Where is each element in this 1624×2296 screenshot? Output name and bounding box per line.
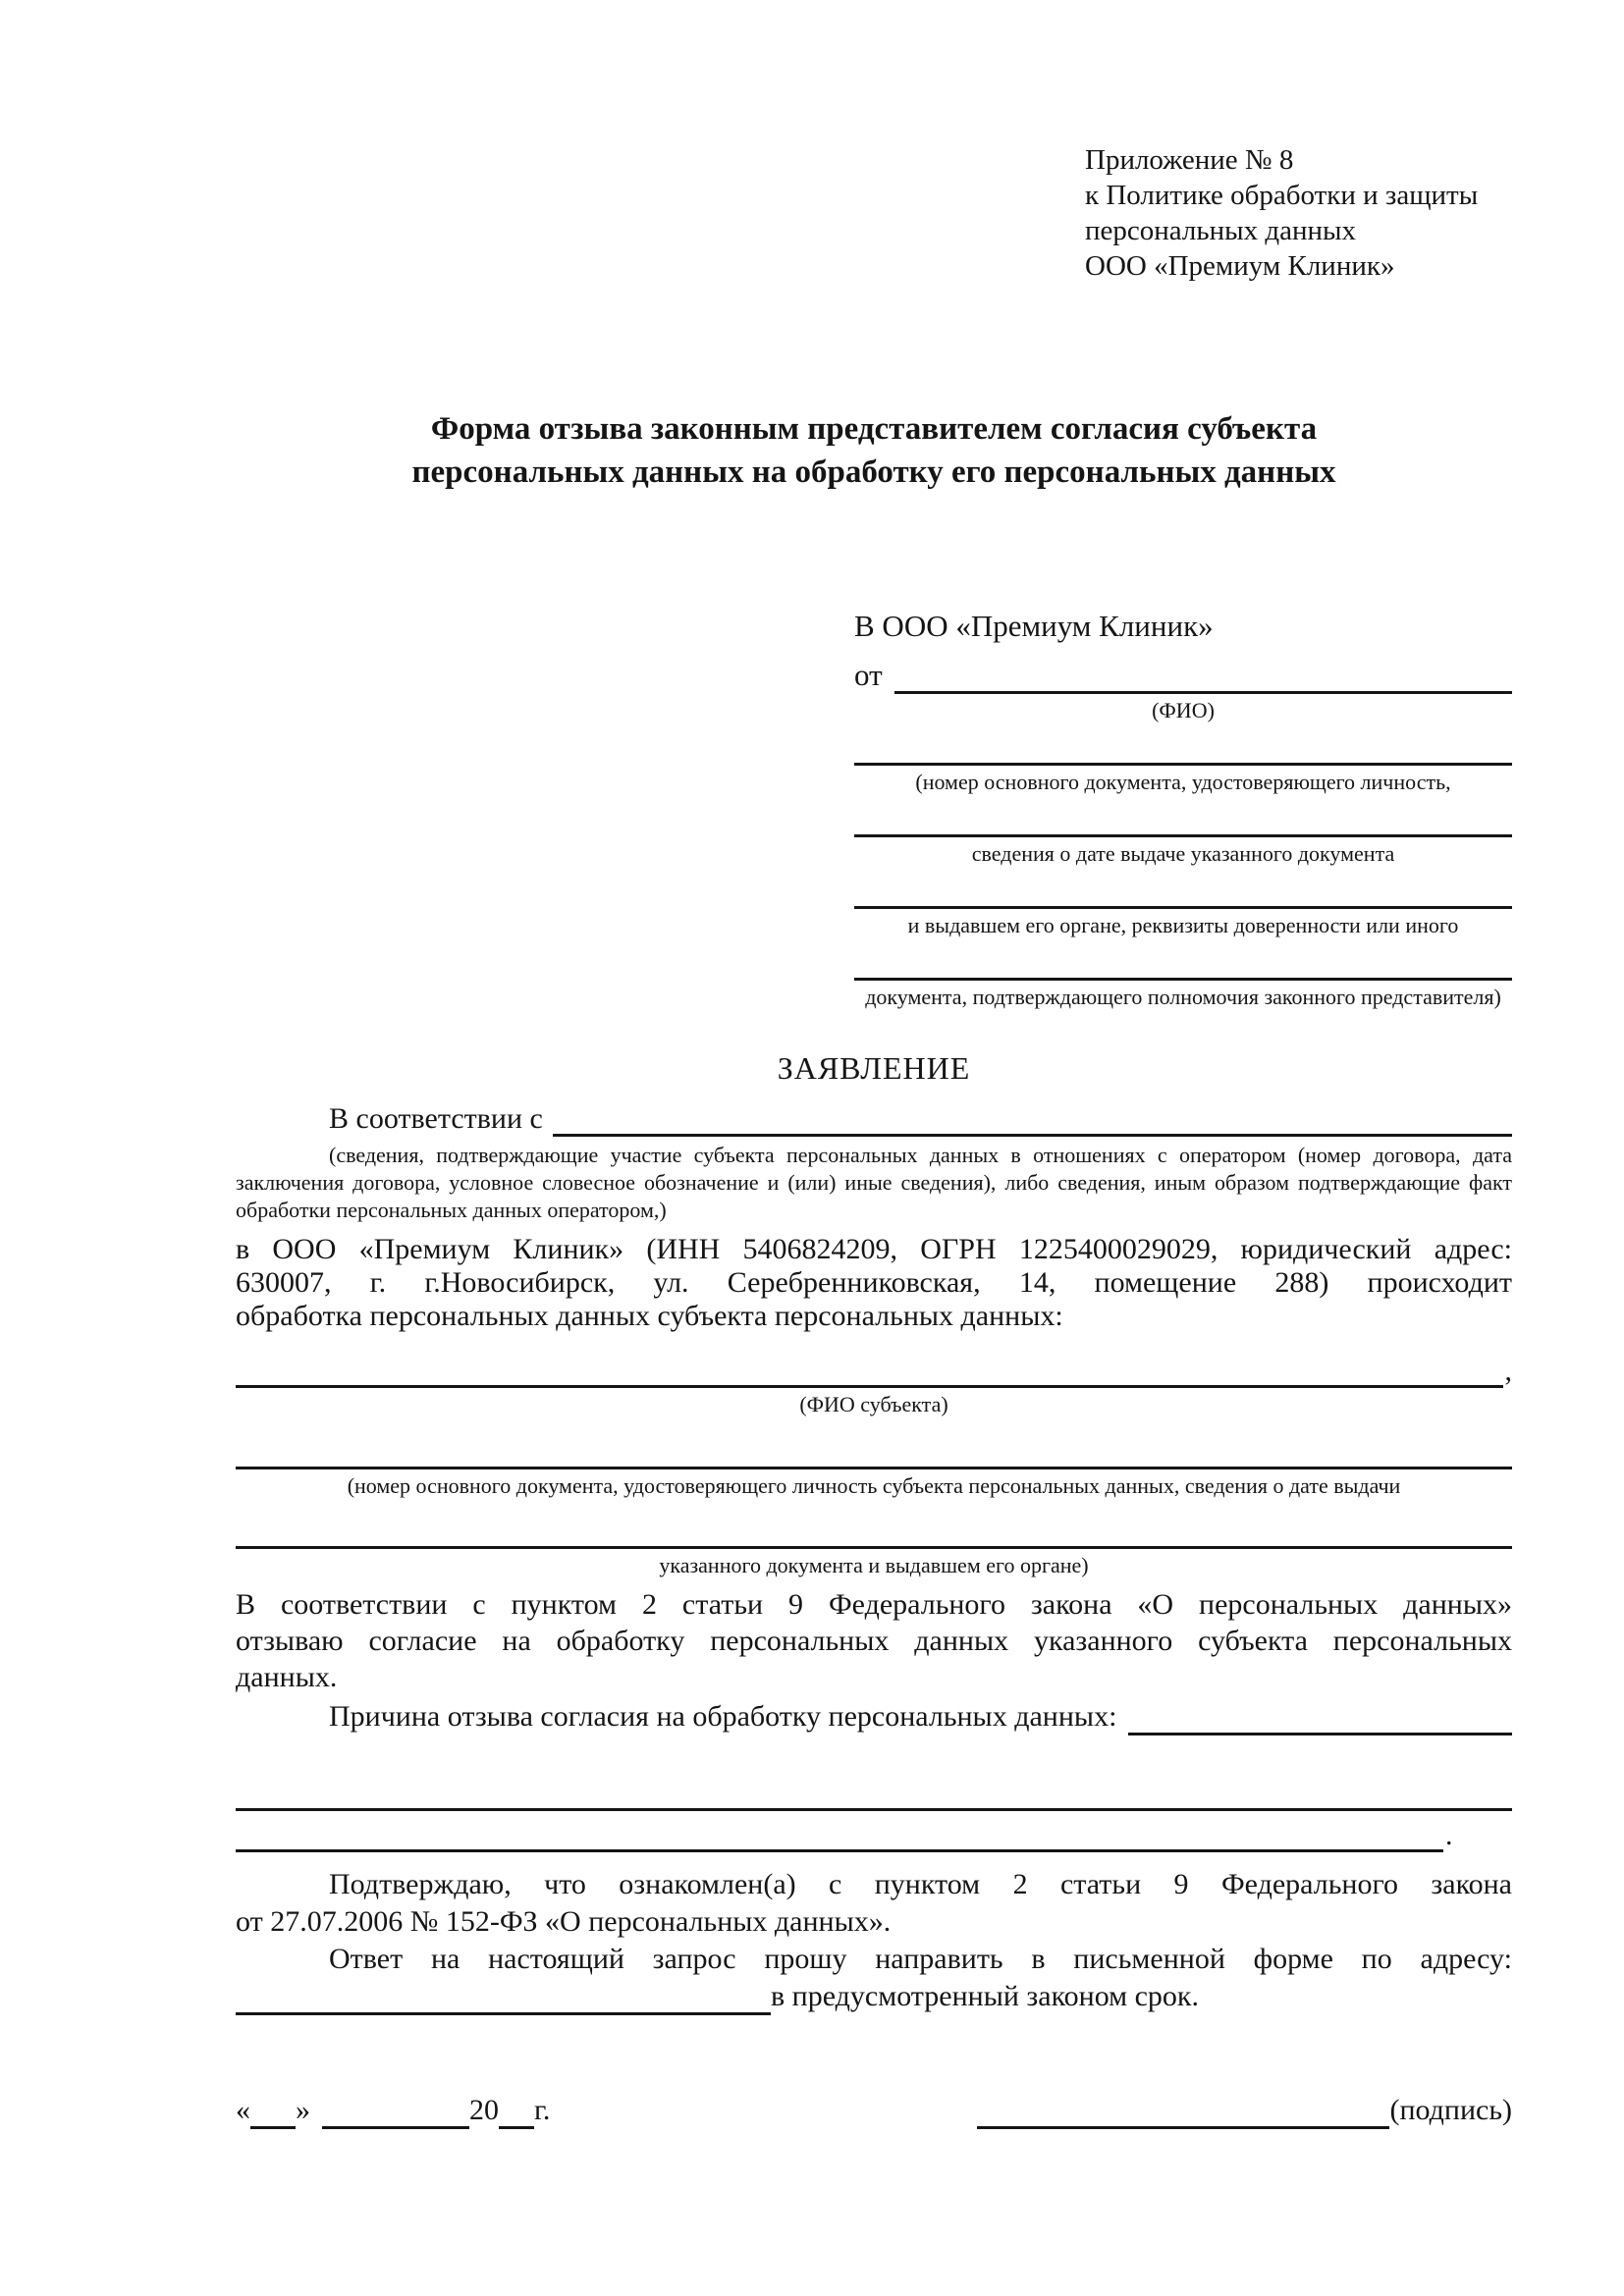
addressee-block <box>854 608 1512 1010</box>
reply-address-row <box>236 1978 1512 2015</box>
reason-row <box>236 1698 1512 1735</box>
reason-fill-in-line-3 <box>236 1816 1443 1852</box>
statement-heading: ЗАЯВЛЕНИЕ <box>777 1050 971 1086</box>
subject-document-fill-in-line <box>236 1433 1512 1469</box>
issuing-authority-caption: и выдавшем его органе, реквизиты доверенности или иного <box>907 913 1459 937</box>
representative-authority-caption: документа, подтверждающего полномочия законного представителя) <box>865 985 1501 1009</box>
document-number-caption: (номер основного документа, удостоверяющего личность, <box>915 770 1451 794</box>
reason-fill-in-line-2 <box>236 1765 1512 1811</box>
day-fill-in-line <box>250 2097 296 2129</box>
confirmation-line: от 27.07.2006 № 152-ФЗ «О персональных данных». <box>236 1905 892 1938</box>
open-quote: « <box>236 2094 250 2126</box>
operator-paragraph <box>236 1233 1512 1333</box>
from-label: от <box>854 658 883 692</box>
operator-line: 630007, г. г.Новосибирск, ул. Серебренниковская, 14, помещение 288) происходит <box>236 1266 1512 1299</box>
explanatory-note <box>236 1142 1512 1224</box>
withdrawal-line: данных. <box>236 1661 338 1693</box>
fio-caption: (ФИО) <box>1152 698 1215 722</box>
appendix-line: Приложение № 8 <box>1085 144 1294 176</box>
issue-date-fill-in-line <box>854 795 1512 837</box>
reason-fill-in-row-3 <box>236 1816 1512 1852</box>
subject-document-fill-in-line-2 <box>236 1513 1512 1549</box>
trailing-period: . <box>1445 1819 1453 1851</box>
withdrawal-line: В соответствии с пунктом 2 статьи 9 Федерального закона «О персональных данных» <box>236 1588 1512 1621</box>
intro-fill-in-line <box>553 1134 1512 1137</box>
year-prefix: 20 <box>469 2094 499 2126</box>
document-number-fill-in-line <box>854 723 1512 766</box>
withdrawal-paragraph <box>236 1586 1512 1695</box>
issuing-authority-fill-in-line <box>854 867 1512 909</box>
appendix-line: к Политике обработки и защиты <box>1085 180 1479 211</box>
note-line: заключения договора, условное словесное обозначение и (или) иные сведения), либо сведения, иным образом подтверждающие факт <box>236 1170 1512 1195</box>
title-line: Форма отзыва законным представителем согласия субъекта <box>430 411 1318 447</box>
reply-line: Ответ на настоящий запрос прошу направить в письменной форме по адресу: <box>329 1943 1512 1975</box>
from-row <box>854 657 1512 694</box>
appendix-header <box>1085 142 1512 284</box>
confirmation-paragraph <box>236 1866 1512 1941</box>
operator-line: в ООО «Премиум Клиник» (ИНН 5406824209, ОГРН 1225400029029, юридический адрес: <box>236 1233 1512 1265</box>
year-fill-in-line <box>499 2097 534 2129</box>
signature-part <box>977 2092 1512 2129</box>
intro-row <box>236 1100 1512 1137</box>
date-part <box>236 2092 550 2129</box>
reply-paragraph <box>236 1941 1512 2015</box>
signature-fill-in-line <box>977 2095 1389 2129</box>
intro-label: В соответствии с <box>329 1102 543 1135</box>
representative-authority-fill-in-line <box>854 938 1512 981</box>
addressee-organization: В ООО «Премиум Клиник» <box>854 609 1214 643</box>
subject-fio-fill-in-line <box>236 1385 1503 1388</box>
subject-fio-row <box>236 1355 1512 1388</box>
appendix-line: персональных данных <box>1085 215 1357 246</box>
subject-fio-caption: (ФИО субъекта) <box>799 1392 948 1416</box>
trailing-comma: , <box>1504 1355 1512 1387</box>
title-line: персональных данных на обработку его персональных данных <box>411 454 1336 490</box>
issue-date-caption: сведения о дате выдаче указанного документа <box>971 841 1395 866</box>
subject-document-caption: (номер основного документа, удостоверяющего личность субъекта персональных данных, сведения о дате выдачи <box>347 1473 1401 1498</box>
note-line: (сведения, подтверждающие участие субъекта персональных данных в отношениях с оператором (номер договора, дата <box>329 1143 1512 1167</box>
year-suffix: г. <box>534 2094 551 2126</box>
close-quote: » <box>296 2094 310 2126</box>
reply-line-suffix: в предусмотренный законом срок. <box>771 1980 1199 2012</box>
document-title <box>236 407 1512 494</box>
note-line: обработки персональных данных оператором,) <box>236 1198 667 1222</box>
month-fill-in-line <box>322 2097 469 2129</box>
appendix-line: ООО «Премиум Клиник» <box>1085 250 1395 282</box>
reply-address-fill-in-line <box>236 1981 771 2015</box>
operator-line: обработка персональных данных субъекта персональных данных: <box>236 1300 1063 1332</box>
subject-document-caption-2: указанного документа и выдавшем его органе) <box>659 1553 1089 1577</box>
from-fill-in-line <box>894 691 1512 694</box>
signature-caption: (подпись) <box>1389 2094 1512 2126</box>
reason-fill-in-line <box>1128 1733 1512 1735</box>
reason-label: Причина отзыва согласия на обработку персональных данных: <box>329 1700 1117 1733</box>
withdrawal-line: отзываю согласие на обработку персональных данных указанного субъекта персональных <box>236 1625 1512 1657</box>
confirmation-line: Подтверждаю, что ознакомлен(а) с пунктом 2 статьи 9 Федерального закона <box>329 1868 1512 1900</box>
date-signature-row <box>236 2092 1512 2129</box>
